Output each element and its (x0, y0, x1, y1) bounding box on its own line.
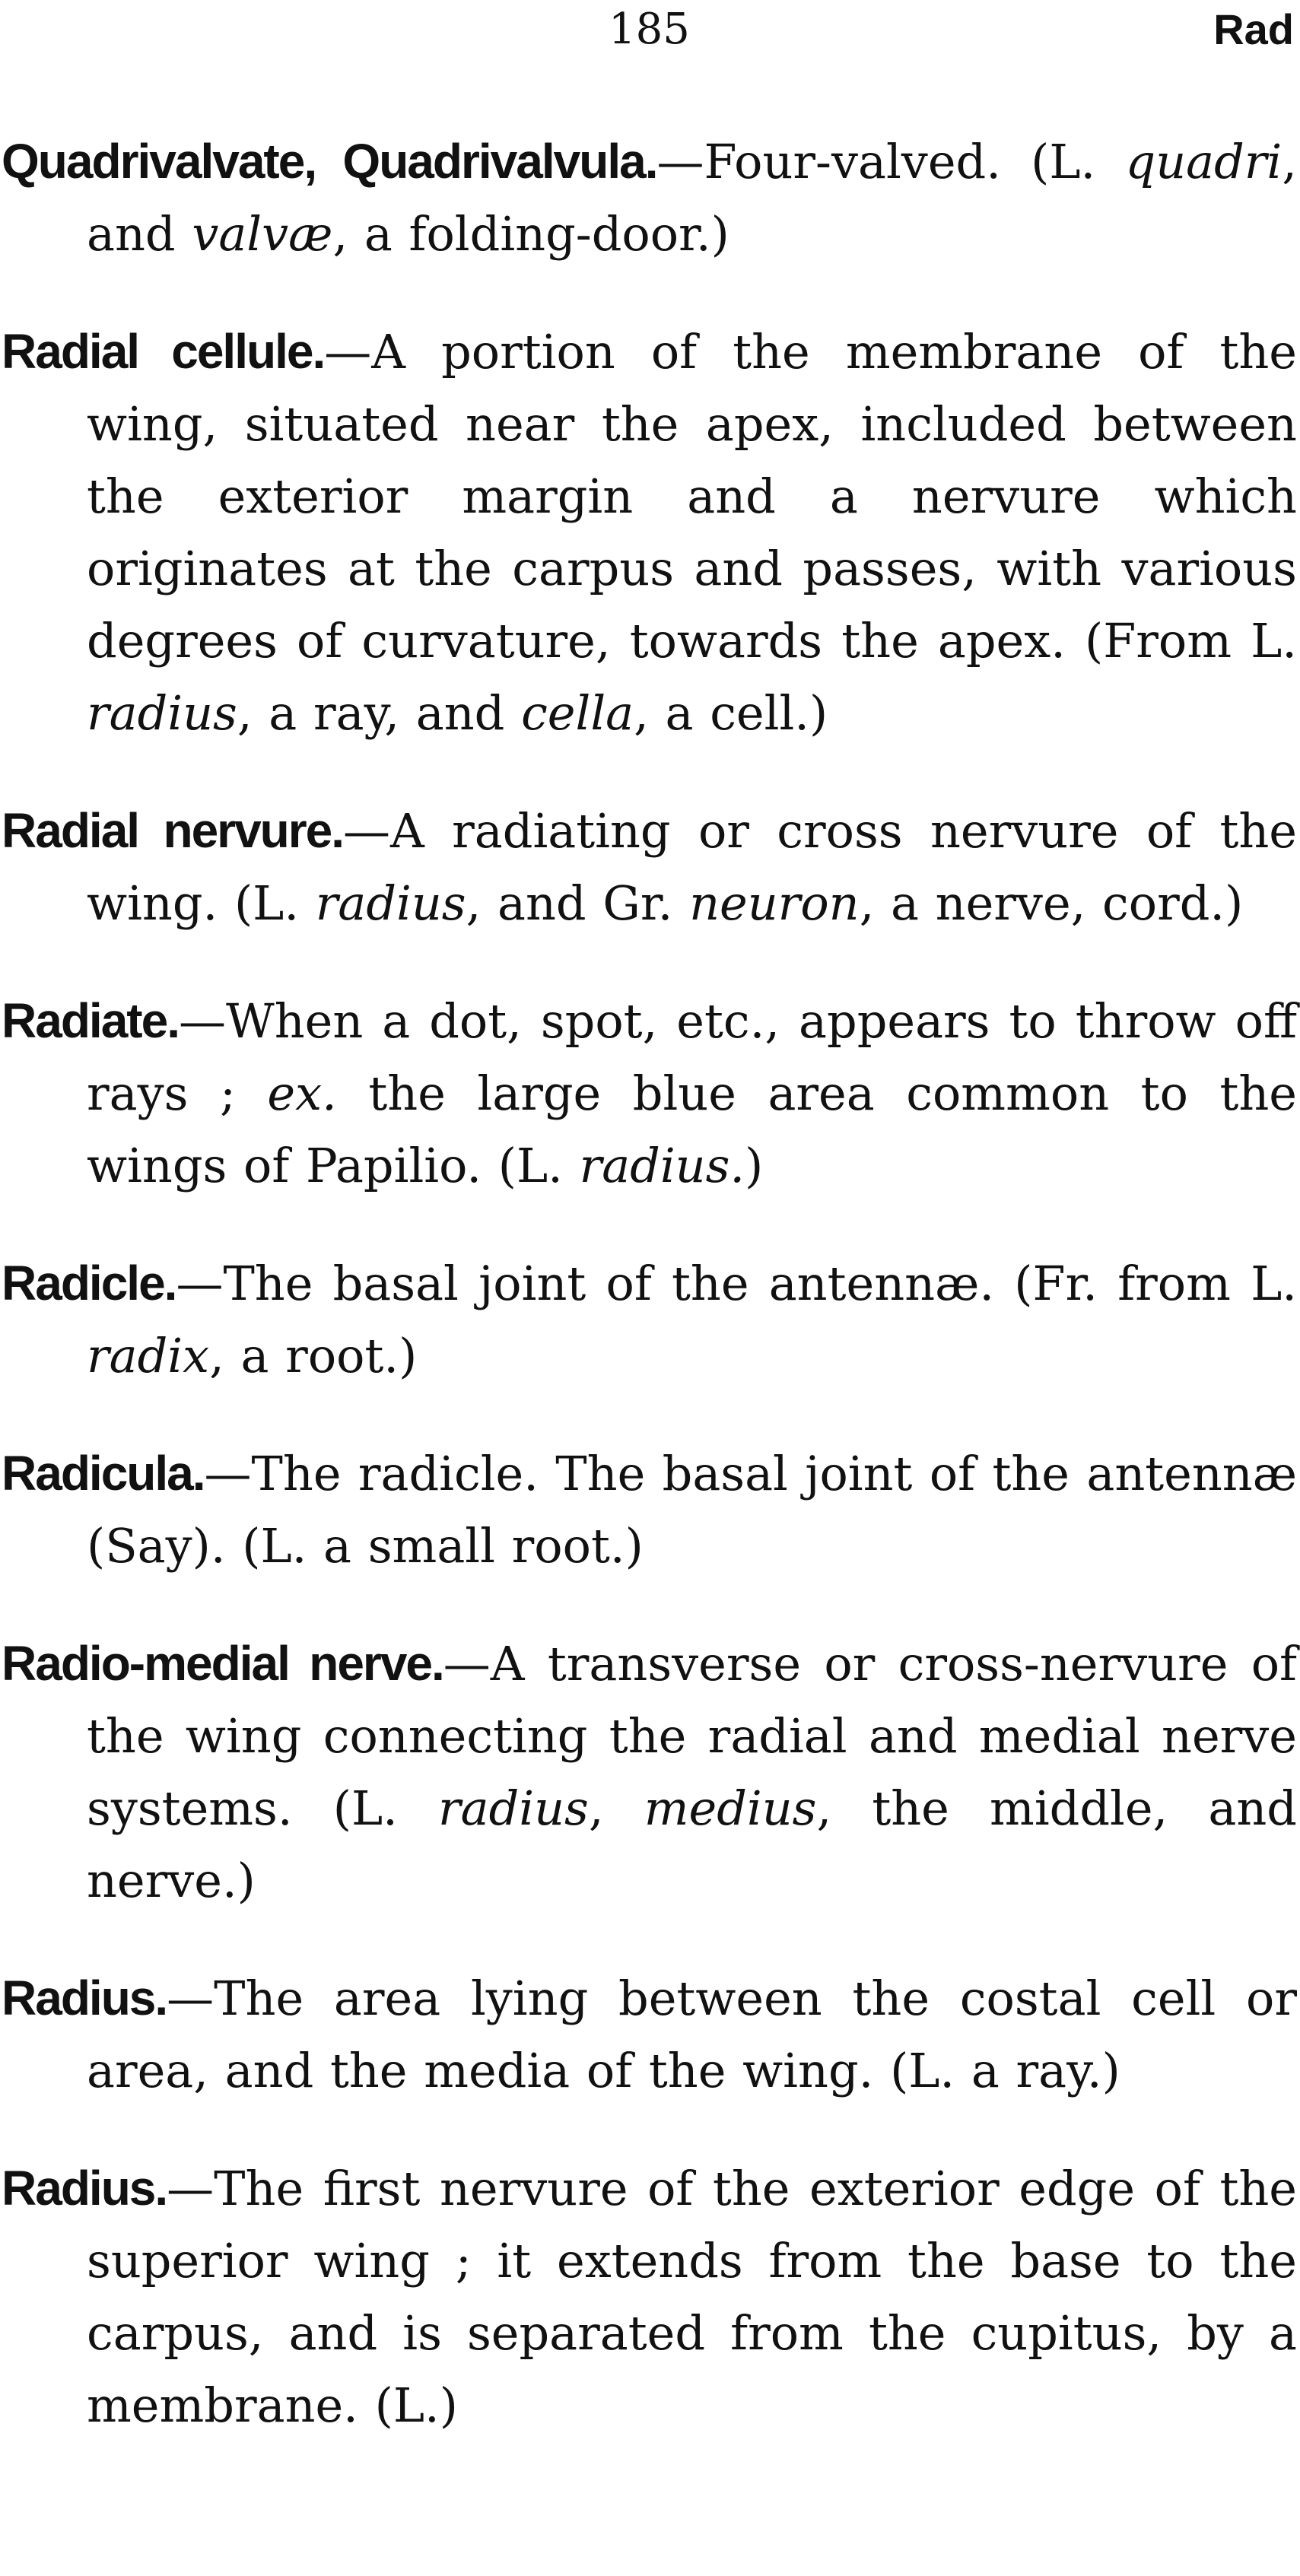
entry-etymology: (L. (1031, 134, 1096, 189)
glossary-entry-quadrivalvate (0, 125, 1297, 270)
entry-etymology-word: radius. (579, 1138, 745, 1193)
entry-etymology-word: cella (521, 685, 634, 741)
entry-etymology: , (588, 1780, 604, 1836)
entry-etymology: , and (87, 134, 1297, 262)
entry-etymology: (L. (497, 1138, 563, 1193)
entry-etymology: (L. (332, 1780, 398, 1836)
entry-etymology-word: medius (644, 1780, 817, 1836)
entry-term: Radius. (2, 1971, 167, 2025)
entry-etymology-word: radius (87, 685, 237, 741)
entry-etymology: (L. a small root.) (242, 1518, 644, 1574)
entry-etymology: , a nerve, cord.) (859, 875, 1244, 931)
page-number: 185 (609, 5, 690, 54)
glossary-entry-radicula (0, 1437, 1297, 1582)
entry-etymology-word: radix (87, 1328, 210, 1383)
glossary-entry-radial-cellule (0, 316, 1297, 749)
entry-etymology-word: valvæ (192, 206, 333, 262)
entry-definition: —A radiating or cross nervure of the wing. (87, 803, 1297, 931)
entry-etymology: , a cell.) (634, 685, 828, 741)
entry-example-label: ex. (267, 1066, 337, 1121)
entry-term: Radio-medial nerve. (2, 1636, 443, 1691)
entry-etymology: (Fr. from L. (1014, 1256, 1297, 1311)
entry-term: Radius. (2, 2161, 167, 2215)
entry-term: Radicle. (2, 1256, 176, 1310)
entry-definition: —Four-valved. (656, 134, 1001, 189)
entry-etymology: , and Gr. (466, 875, 673, 931)
glossary-entries (0, 125, 1297, 2487)
entry-etymology: , the middle, and nerve.) (87, 1780, 1297, 1908)
entry-etymology-word: neuron (689, 875, 860, 931)
entry-definition: —A portion of the membrane of the wing, situated near the apex, included between the exterior margin and a nervure which originates at the carpus and passes, with various degrees of curvature, towards the apex. (87, 324, 1297, 669)
entry-definition: —The basal joint of the antennæ. (176, 1256, 995, 1311)
running-head-word: Rad (1213, 5, 1294, 53)
entry-etymology-word: radius (437, 1780, 589, 1836)
running-head (0, 0, 1300, 68)
entry-definition: —The first nervure of the exterior edge of the superior wing ; it extends from the base to the carpus, and is separated from the cupitus, by a membrane. (87, 2161, 1297, 2433)
entry-term: Radial cellule. (2, 324, 325, 379)
entry-etymology: ) (745, 1138, 764, 1193)
glossary-entry-radial-nervure (0, 795, 1297, 939)
entry-etymology: , a ray, and (237, 685, 505, 741)
entry-example-text: the large blue area common to the wings of Papilio. (87, 1066, 1297, 1193)
entry-etymology: (L. a ray.) (890, 2043, 1120, 2098)
entry-term: Radicula. (2, 1446, 205, 1501)
glossary-entry-radicle (0, 1247, 1297, 1392)
entry-term: Quadrivalvate, Quadrivalvula. (2, 134, 657, 189)
entry-etymology: , a folding-door.) (332, 206, 729, 262)
glossary-entry-radiate (0, 985, 1297, 1202)
entry-etymology: (L. (234, 875, 300, 931)
entry-definition: —A transverse or cross-nervure of the wing connecting the radial and medial nerve systems. (87, 1636, 1298, 1836)
entry-etymology: (From L. (1085, 613, 1297, 669)
entry-definition: —The area lying between the costal cell or area, and the media of the wing. (87, 1971, 1297, 2098)
entry-etymology-word: radius (315, 875, 466, 931)
entry-definition: —When a dot, spot, etc., appears to throw off rays ; (87, 993, 1297, 1121)
entry-etymology: (L.) (374, 2377, 458, 2433)
glossary-entry-radius-area (0, 1962, 1297, 2107)
entry-etymology-word: quadri (1125, 134, 1283, 189)
entry-term: Radial nervure. (2, 803, 344, 858)
entry-etymology: , a root.) (209, 1328, 418, 1383)
entry-term: Radiate. (2, 993, 179, 1048)
glossary-entry-radius-nervure (0, 2152, 1297, 2441)
entry-definition: —The radicle. The basal joint of the antennæ (Say). (87, 1446, 1297, 1574)
glossary-entry-radio-medial-nerve (0, 1628, 1297, 1917)
